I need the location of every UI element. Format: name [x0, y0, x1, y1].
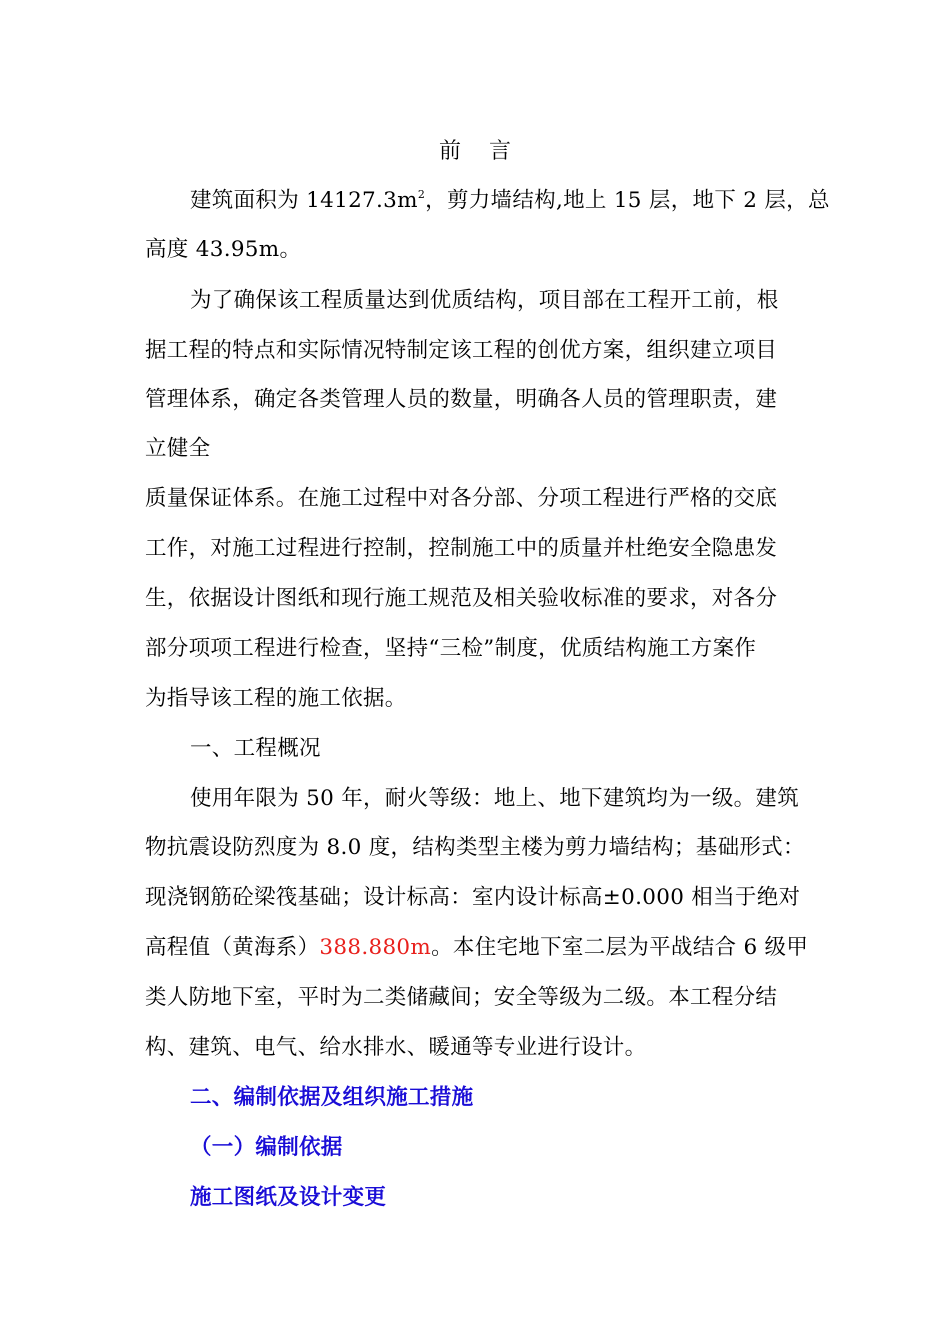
text-span: 建筑面积为 14127.3m — [190, 188, 418, 213]
preface-paragraph-line: 立健全 — [145, 436, 211, 461]
section-heading: 一、工程概况 — [190, 736, 321, 761]
overview-paragraph-line: 类人防地下室，平时为二类储藏间；安全等级为二级。本工程分结 — [145, 985, 778, 1010]
subsection-heading: （一）编制依据 — [190, 1135, 343, 1160]
elevation-value: 388.880m — [319, 935, 432, 960]
overview-paragraph-line — [145, 933, 808, 963]
preface-paragraph-line: 管理体系，确定各类管理人员的数量，明确各人员的管理职责，建 — [145, 387, 778, 412]
text-span: 。本住宅地下室二层为平战结合 6 级甲 — [431, 935, 809, 960]
superscript: 2 — [417, 188, 426, 201]
preface-paragraph-line — [190, 186, 830, 216]
page-title: 前言 — [438, 139, 539, 164]
preface-paragraph-line: 生，依据设计图纸和现行施工规范及相关验收标准的要求，对各分 — [145, 586, 778, 611]
text-span: ，剪力墙结构,地上 15 层，地下 2 层，总 — [425, 188, 830, 213]
preface-paragraph-line: 部分项项工程进行检查，坚持“三检”制度，优质结构施工方案作 — [145, 636, 757, 661]
section-heading: 二、编制依据及组织施工措施 — [190, 1085, 474, 1110]
preface-paragraph-line: 质量保证体系。在施工过程中对各分部、分项工程进行严格的交底 — [145, 486, 778, 511]
overview-paragraph-line: 构、建筑、电气、给水排水、暖通等专业进行设计。 — [145, 1035, 647, 1060]
preface-paragraph-line: 为指导该工程的施工依据。 — [145, 686, 407, 711]
overview-paragraph-line: 使用年限为 50 年，耐火等级：地上、地下建筑均为一级。建筑 — [190, 786, 800, 811]
preface-paragraph-line: 据工程的特点和实际情况特制定该工程的创优方案，组织建立项目 — [145, 338, 778, 363]
preface-paragraph-line: 工作，对施工过程进行控制，控制施工中的质量并杜绝安全隐患发 — [145, 536, 778, 561]
preface-paragraph-line: 为了确保该工程质量达到优质结构，项目部在工程开工前，根 — [190, 288, 779, 313]
preface-paragraph-line: 高度 43.95m。 — [145, 237, 302, 262]
overview-paragraph-line: 物抗震设防烈度为 8.0 度，结构类型主楼为剪力墙结构；基础形式： — [145, 835, 805, 860]
text-span: 高程值（黄海系） — [145, 935, 320, 960]
subsection-item: 施工图纸及设计变更 — [190, 1185, 387, 1210]
overview-paragraph-line: 现浇钢筋砼梁筏基础；设计标高：室内设计标高±0.000 相当于绝对 — [145, 885, 801, 910]
